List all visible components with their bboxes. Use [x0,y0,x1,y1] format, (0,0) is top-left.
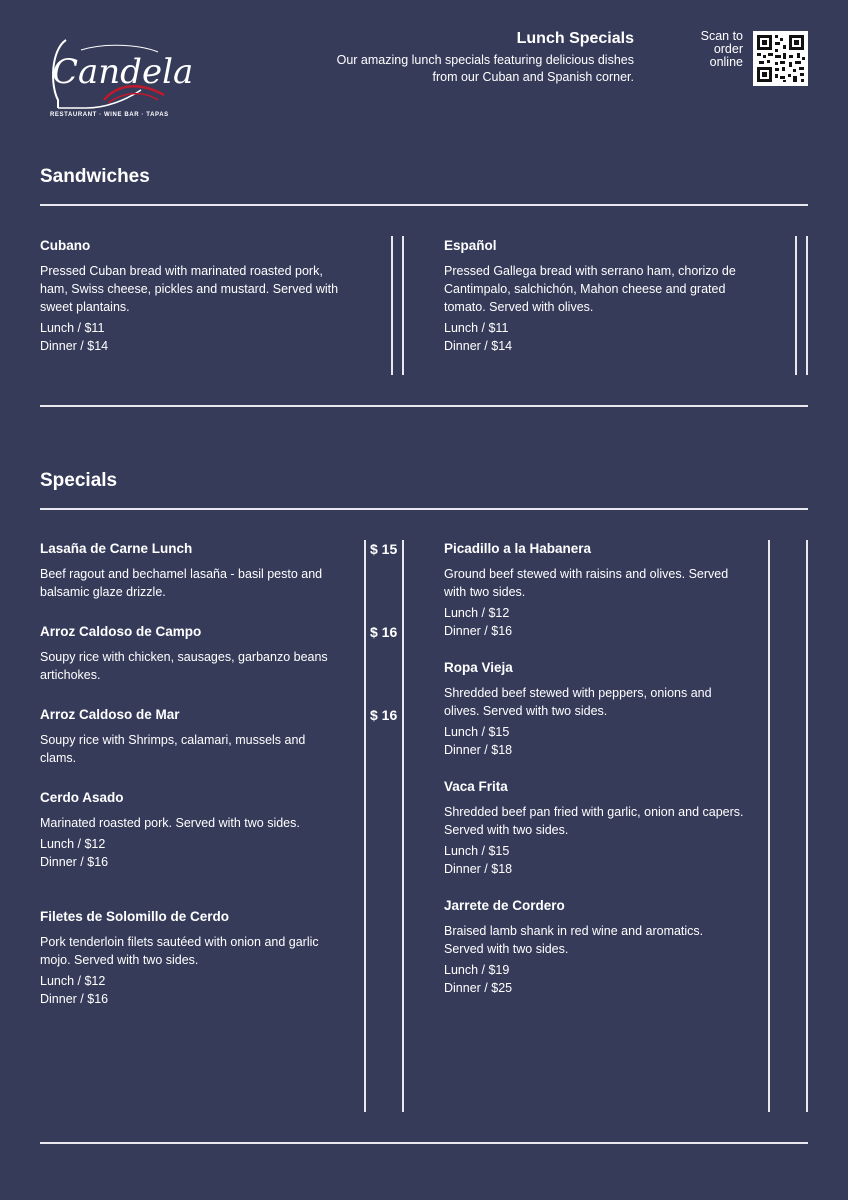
menu-item-lasana [40,541,340,601]
column-divider [402,236,404,375]
section-divider [40,1142,808,1144]
item-lunch-price: Lunch / $19 [444,963,510,977]
menu-item-cerdo-asado [40,790,340,871]
item-dinner-price: Dinner / $18 [444,862,513,876]
column-divider [806,236,808,375]
page-subtitle-line: from our Cuban and Spanish corner. [432,70,634,84]
menu-item-espanol [444,238,744,355]
column-divider [768,540,770,1112]
item-name: Picadillo a la Habanera [444,541,592,556]
logo-wordmark: Candela [52,52,194,92]
item-description: Pork tenderloin filets sautéed with onion and garlic mojo. Served with two sides. [40,935,319,967]
item-dinner-price: Dinner / $25 [444,981,513,995]
page-subtitle [274,52,634,86]
scan-line: order [713,42,743,56]
item-name: Jarrete de Cordero [444,898,565,913]
item-description: Soupy rice with chicken, sausages, garbanzo beans artichokes. [40,650,328,682]
item-lunch-price: Lunch / $15 [444,725,510,739]
item-dinner-price: Dinner / $16 [40,855,109,869]
item-name: Ropa Vieja [444,660,513,675]
section-title-specials: Specials [40,470,118,491]
item-lunch-price: Lunch / $12 [40,837,106,851]
item-dinner-price: Dinner / $16 [40,992,109,1006]
item-description: Pressed Gallega bread with serrano ham, chorizo de Cantimpalo, salchichón, Mahon cheese and grated tomato. Served with olives. [444,264,736,314]
item-name: Cubano [40,238,91,253]
item-dinner-price: Dinner / $18 [444,743,513,757]
menu-item-jarrete-cordero [444,898,744,997]
item-lunch-price: Lunch / $11 [444,321,509,335]
item-description: Shredded beef pan fried with garlic, onion and capers. Served with two sides. [444,805,744,837]
item-dinner-price: Dinner / $14 [40,339,109,353]
item-name: Lasaña de Carne Lunch [40,541,193,556]
menu-item-vaca-frita [444,779,744,878]
item-description: Beef ragout and bechamel lasaña - basil pesto and balsamic glaze drizzle. [40,567,323,599]
menu-item-ropa-vieja [444,660,744,759]
menu-item-picadillo [444,541,744,640]
item-lunch-price: Lunch / $12 [444,606,510,620]
section-divider [40,508,808,510]
scan-line: online [709,55,743,69]
column-divider [364,540,366,1112]
column-divider [806,540,808,1112]
column-divider [795,236,797,375]
item-name: Cerdo Asado [40,790,124,805]
qr-code-graphic [753,31,808,86]
section-divider [40,405,808,407]
item-price: $ 16 [370,707,398,723]
item-lunch-price: Lunch / $15 [444,844,510,858]
section-divider [40,204,808,206]
item-price: $ 16 [370,624,398,640]
item-dinner-price: Dinner / $16 [444,624,513,638]
page-title: Lunch Specials [516,30,634,47]
item-name: Español [444,238,497,253]
column-divider [402,540,404,1112]
item-price: $ 15 [370,541,398,557]
item-description: Pressed Cuban bread with marinated roasted pork, ham, Swiss cheese, pickles and mustard. Served with sweet plantains. [40,264,339,314]
menu-item-filetes-solomillo [40,909,340,1008]
qr-code-icon[interactable] [753,31,808,86]
logo-subtitle: RESTAURANT · WINE BAR · TAPAS [50,112,169,118]
item-description: Braised lamb shank in red wine and aromatics. Served with two sides. [444,924,704,956]
scan-to-order-label [673,30,743,69]
restaurant-logo [46,30,194,125]
item-description: Shredded beef stewed with peppers, onions and olives. Served with two sides. [444,686,712,718]
item-description: Marinated roasted pork. Served with two sides. [40,816,300,830]
item-dinner-price: Dinner / $14 [444,339,513,353]
item-name: Arroz Caldoso de Mar [40,707,180,722]
page-subtitle-line: Our amazing lunch specials featuring delicious dishes [336,53,634,67]
menu-item-cubano [40,238,340,355]
item-name: Vaca Frita [444,779,508,794]
item-lunch-price: Lunch / $12 [40,974,106,988]
column-divider [391,236,393,375]
item-description: Soupy rice with Shrimps, calamari, mussels and clams. [40,733,306,765]
item-name: Arroz Caldoso de Campo [40,624,202,639]
item-description: Ground beef stewed with raisins and olives. Served with two sides. [444,567,729,599]
menu-item-arroz-campo [40,624,340,684]
scan-line: Scan to [700,29,743,43]
item-lunch-price: Lunch / $11 [40,321,105,335]
menu-item-arroz-mar [40,707,340,767]
section-title-sandwiches: Sandwiches [40,166,150,187]
item-name: Filetes de Solomillo de Cerdo [40,909,230,924]
